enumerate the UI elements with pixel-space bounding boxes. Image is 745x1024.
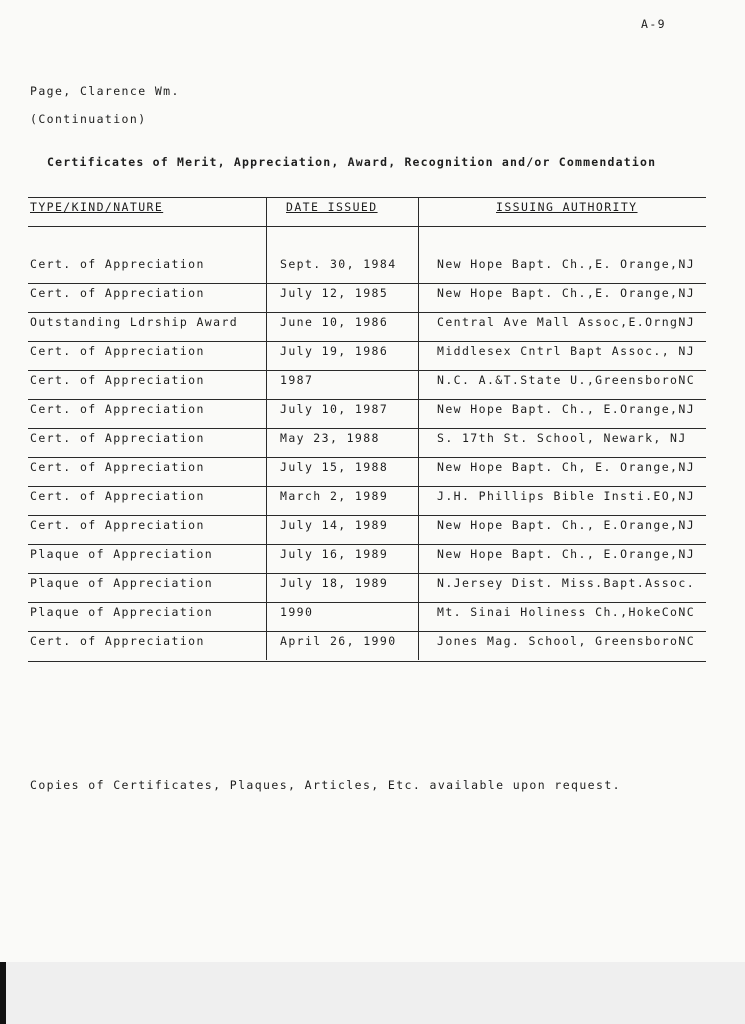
- cell-date: 1987: [280, 373, 314, 387]
- cell-authority: New Hope Bapt. Ch.,E. Orange,NJ: [437, 257, 696, 271]
- row-rule: [28, 428, 706, 429]
- cell-type: Cert. of Appreciation: [30, 460, 205, 474]
- cell-authority: N.C. A.&T.State U.,GreensboroNC: [437, 373, 696, 387]
- cell-date: July 19, 1986: [280, 344, 389, 358]
- cell-type: Cert. of Appreciation: [30, 489, 205, 503]
- cell-date: March 2, 1989: [280, 489, 389, 503]
- cell-authority: New Hope Bapt. Ch, E. Orange,NJ: [437, 460, 696, 474]
- cell-date: July 14, 1989: [280, 518, 389, 532]
- cell-date: April 26, 1990: [280, 634, 397, 648]
- cell-type: Cert. of Appreciation: [30, 286, 205, 300]
- cell-authority: New Hope Bapt. Ch., E.Orange,NJ: [437, 402, 696, 416]
- row-rule: [28, 602, 706, 603]
- cell-type: Plaque of Appreciation: [30, 547, 214, 561]
- cell-date: July 12, 1985: [280, 286, 389, 300]
- row-rule: [28, 370, 706, 371]
- cell-type: Cert. of Appreciation: [30, 518, 205, 532]
- row-rule: [28, 544, 706, 545]
- cell-type: Plaque of Appreciation: [30, 605, 214, 619]
- cell-authority: S. 17th St. School, Newark, NJ: [437, 431, 687, 445]
- row-rule: [28, 312, 706, 313]
- row-rule: [28, 341, 706, 342]
- scan-margin: [0, 962, 745, 1024]
- row-rule: [28, 457, 706, 458]
- cell-type: Cert. of Appreciation: [30, 431, 205, 445]
- scan-edge: [0, 962, 6, 1024]
- table-header-rule: [28, 226, 706, 227]
- cell-date: July 15, 1988: [280, 460, 389, 474]
- row-rule: [28, 486, 706, 487]
- cell-authority: Middlesex Cntrl Bapt Assoc., NJ: [437, 344, 696, 358]
- row-rule: [28, 515, 706, 516]
- cell-type: Cert. of Appreciation: [30, 344, 205, 358]
- cell-type: Cert. of Appreciation: [30, 373, 205, 387]
- cell-authority: J.H. Phillips Bible Insti.EO,NJ: [437, 489, 696, 503]
- cell-date: July 10, 1987: [280, 402, 389, 416]
- cell-type: Cert. of Appreciation: [30, 257, 205, 271]
- header-type: TYPE/KIND/NATURE: [30, 200, 164, 214]
- row-rule: [28, 283, 706, 284]
- cell-type: Outstanding Ldrship Award: [30, 315, 239, 329]
- cell-date: July 18, 1989: [280, 576, 389, 590]
- cell-authority: New Hope Bapt. Ch., E.Orange,NJ: [437, 518, 696, 532]
- cell-type: Cert. of Appreciation: [30, 402, 205, 416]
- row-rule: [28, 399, 706, 400]
- cell-type: Plaque of Appreciation: [30, 576, 214, 590]
- cell-type: Cert. of Appreciation: [30, 634, 205, 648]
- cell-authority: Mt. Sinai Holiness Ch.,HokeCoNC: [437, 605, 696, 619]
- cell-date: Sept. 30, 1984: [280, 257, 397, 271]
- cell-authority: New Hope Bapt. Ch.,E. Orange,NJ: [437, 286, 696, 300]
- section-title: Certificates of Merit, Appreciation, Award, Recognition and/or Commendation: [47, 155, 657, 169]
- row-rule: [28, 631, 706, 632]
- continuation-label: (Continuation): [30, 112, 147, 126]
- footer-note: Copies of Certificates, Plaques, Articles, Etc. available upon request.: [30, 778, 621, 792]
- cell-authority: New Hope Bapt. Ch., E.Orange,NJ: [437, 547, 696, 561]
- cell-authority: Central Ave Mall Assoc,E.OrngNJ: [437, 315, 696, 329]
- header-date: DATE ISSUED: [286, 200, 378, 214]
- table-top-rule: [28, 197, 706, 198]
- header-authority: ISSUING AUTHORITY: [496, 200, 638, 214]
- cell-date: May 23, 1988: [280, 431, 380, 445]
- cell-authority: N.Jersey Dist. Miss.Bapt.Assoc.: [437, 576, 696, 590]
- person-name: Page, Clarence Wm.: [30, 84, 180, 98]
- cell-date: 1990: [280, 605, 314, 619]
- cell-date: July 16, 1989: [280, 547, 389, 561]
- cell-authority: Jones Mag. School, GreensboroNC: [437, 634, 696, 648]
- cell-date: June 10, 1986: [280, 315, 389, 329]
- row-rule: [28, 573, 706, 574]
- table-bottom-rule: [28, 661, 706, 662]
- page-number: A-9: [641, 17, 666, 31]
